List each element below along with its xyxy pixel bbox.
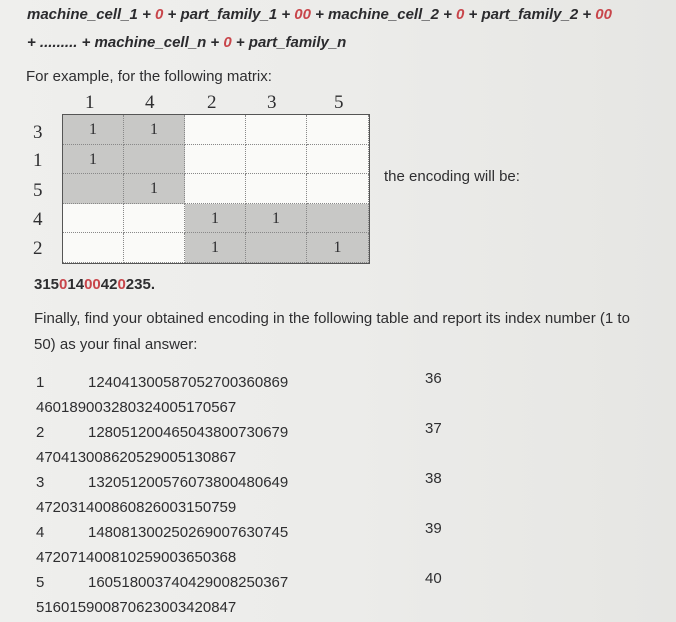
formula-line1-segment: + part_family_2 + — [464, 6, 596, 23]
column-header: 3 — [267, 92, 277, 113]
table-row-line-2: 516015900870623003420847 — [36, 599, 237, 616]
matrix-cell — [63, 174, 124, 204]
encoding-result-segment: 14 — [67, 276, 85, 293]
matrix-cell — [246, 115, 307, 145]
encoding-formula-line-1 — [27, 6, 612, 23]
encoding-value: 124041300587052700360869 — [88, 374, 289, 391]
encoding-result-segment: 0 — [117, 276, 126, 293]
column-header: 1 — [85, 92, 95, 113]
formula-line1-segment: 0 — [155, 6, 164, 23]
matrix-cell — [246, 145, 307, 175]
matrix-cell — [124, 145, 185, 175]
row-number: 2 — [36, 424, 45, 441]
matrix-cell — [307, 115, 369, 145]
matrix-cell: 1 — [185, 204, 246, 234]
matrix-cell: 1 — [246, 204, 307, 234]
matrix-cell — [185, 115, 246, 145]
matrix-cell — [63, 204, 124, 234]
formula-line1-segment: + part_family_1 + — [163, 6, 295, 23]
formula-line1-segment: + machine_cell_2 + — [310, 6, 457, 23]
matrix-cell — [185, 145, 246, 175]
row-header: 2 — [33, 238, 43, 259]
row-header: 5 — [33, 180, 43, 201]
encoding-note: the encoding will be: — [384, 168, 520, 185]
index-number: 36 — [425, 370, 442, 387]
matrix-cell: 1 — [63, 115, 124, 145]
formula-line1-segment: 0 — [456, 6, 465, 23]
matrix-cell: 1 — [124, 174, 185, 204]
matrix-grid — [62, 114, 370, 264]
matrix-cell: 1 — [307, 233, 369, 263]
column-header: 4 — [145, 92, 155, 113]
encoding-value: 132051200576073800480649 — [88, 474, 289, 491]
encoding-result-segment: 315 — [34, 276, 60, 293]
formula-line2-segment: + part_family_n — [231, 34, 347, 51]
encoding-result — [34, 276, 155, 293]
table-row-line-1 — [36, 424, 288, 441]
table-row-line-1 — [36, 574, 288, 591]
encoding-result-segment: 235 — [125, 276, 151, 293]
row-header: 4 — [33, 209, 43, 230]
column-header: 5 — [334, 92, 344, 113]
index-number: 38 — [425, 470, 442, 487]
matrix-cell: 1 — [185, 233, 246, 263]
table-row-line-2: 472031400860826003150759 — [36, 499, 237, 516]
row-header: 1 — [33, 150, 43, 171]
formula-line1-segment: machine_cell_1 + — [27, 6, 155, 23]
formula-line1-segment: 00 — [294, 6, 311, 23]
matrix-cell — [124, 233, 185, 263]
table-row-line-1 — [36, 524, 288, 541]
formula-line2-segment: 0 — [223, 34, 232, 51]
encoding-result-segment: 00 — [84, 276, 101, 293]
index-number: 39 — [425, 520, 442, 537]
matrix-cell — [63, 233, 124, 263]
formula-line1-segment: 00 — [595, 6, 612, 23]
encoding-formula-line-2 — [27, 34, 346, 51]
table-row-line-2: 470413008620529005130867 — [36, 449, 237, 466]
matrix-cell: 1 — [124, 115, 185, 145]
row-number: 3 — [36, 474, 45, 491]
encoding-result-segment: 0 — [59, 276, 68, 293]
encoding-value: 160518003740429008250367 — [88, 574, 289, 591]
encoding-value: 128051200465043800730679 — [88, 424, 289, 441]
table-row-line-1 — [36, 374, 288, 391]
encoding-value: 148081300250269007630745 — [88, 524, 289, 541]
matrix-cell — [246, 233, 307, 263]
matrix-cell — [307, 174, 369, 204]
encoding-result-segment: 42 — [100, 276, 118, 293]
column-header: 2 — [207, 92, 217, 113]
table-row-line-2: 460189003280324005170567 — [36, 399, 237, 416]
matrix-cell — [185, 174, 246, 204]
row-number: 5 — [36, 574, 45, 591]
table-row-line-2: 472071400810259003650368 — [36, 549, 237, 566]
index-number: 40 — [425, 570, 442, 587]
encoding-result-segment: . — [150, 276, 155, 293]
index-number: 37 — [425, 420, 442, 437]
formula-line2-segment: + ......... + machine_cell_n + — [27, 34, 224, 51]
matrix-cell — [307, 204, 369, 234]
row-header: 3 — [33, 122, 43, 143]
matrix-cell — [246, 174, 307, 204]
example-intro: For example, for the following matrix: — [26, 68, 272, 85]
row-number: 1 — [36, 374, 45, 391]
row-number: 4 — [36, 524, 45, 541]
matrix-cell — [124, 204, 185, 234]
table-row-line-1 — [36, 474, 288, 491]
matrix-cell — [307, 145, 369, 175]
instructions-paragraph: Finally, find your obtained encoding in the following table and report its index number (1 to 50) as your final answer: — [34, 310, 630, 353]
matrix-cell: 1 — [63, 145, 124, 175]
